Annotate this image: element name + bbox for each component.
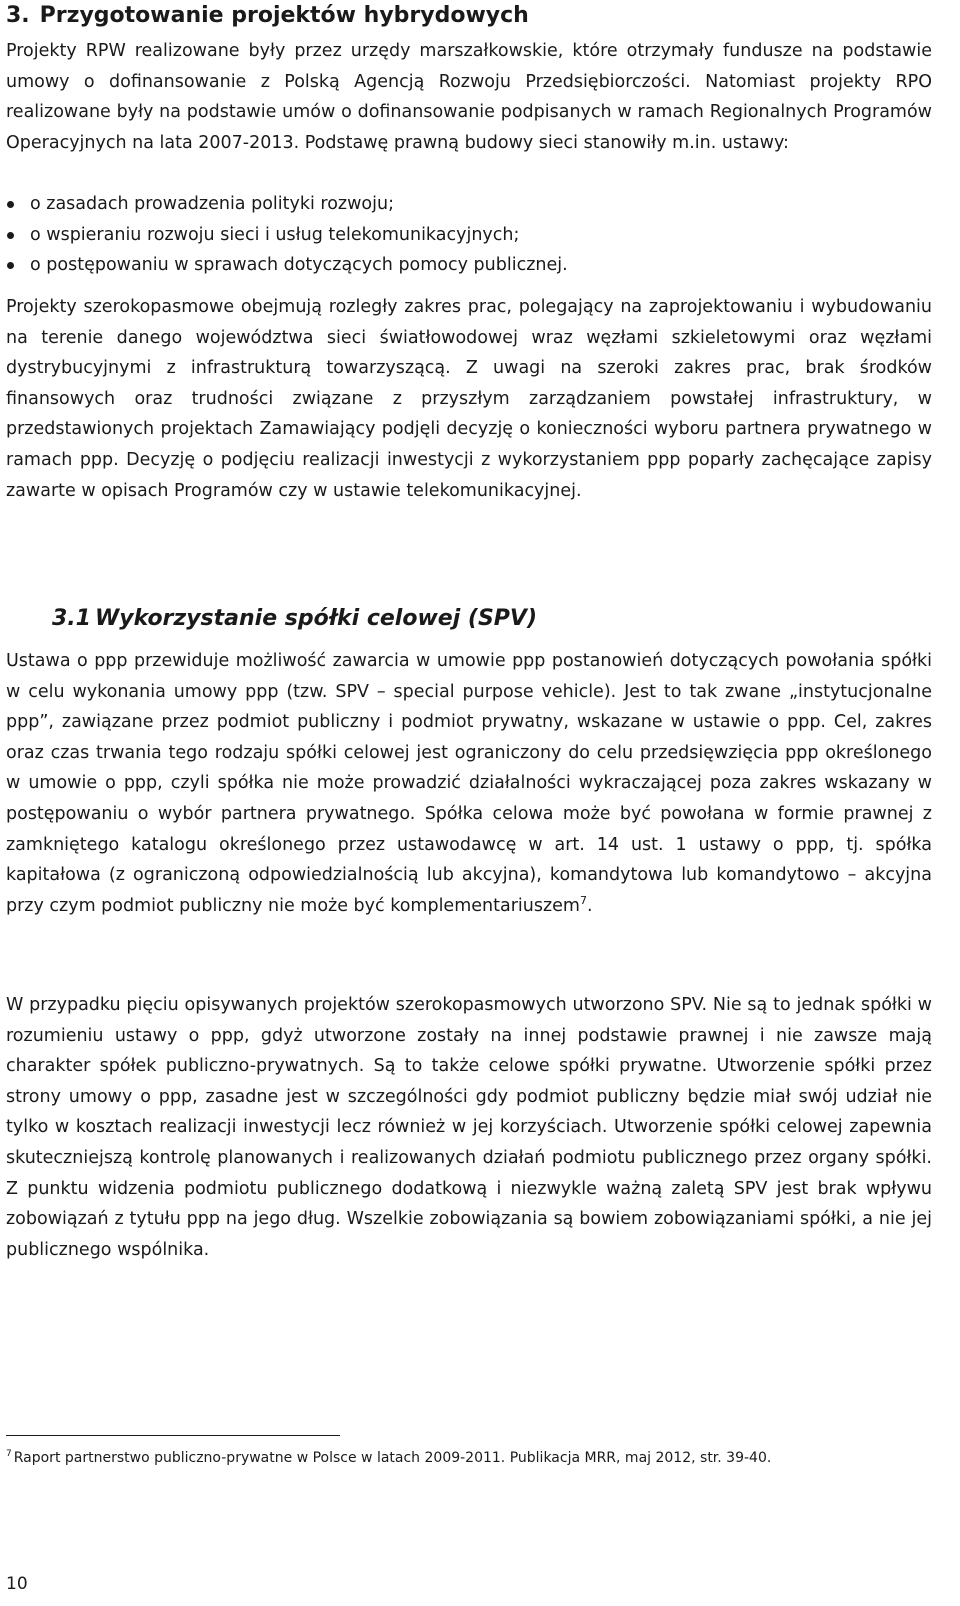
spv-law-text: Ustawa o ppp przewiduje możliwość zawarcia w umowie ppp postanowień dotyczących powołania spółki w celu wykonania umowy ppp (tzw. SPV – special purpose vehicle). Jest to tak zwane „instytucjonalne ppp”, zawiązane przez podmiot publiczny i podmiot prywatny, wskazane w ustawie o ppp. Cel, zakres oraz czas trwania tego rodzaju spółki celowej jest ograniczony do celu przedsięwzięcia ppp określonego w umowie o ppp, czyli spółka nie może prowadzić działalności wykraczającej poza zakres wskazany w postępowaniu o wybór partnera prywatnego. Spółka celowa może być powołana w formie prawnej z zamkniętego katalogu określonego przez ustawodawcę w art. 14 ust. 1 ustawy o ppp, tj. spółka kapitałowa (z ograniczoną odpowiedzialnością lub akcyjna), komandytowa lub komandytowo – akcyjna przy czym podmiot publiczny nie może być komplementariuszem <box>6 651 932 916</box>
section-number: 3. <box>6 3 30 28</box>
intro-paragraph: Projekty RPW realizowane były przez urzędy marszałkowskie, które otrzymały fundusze na podstawie umowy o dofinansowanie z Polską Agencją Rozwoju Przedsiębiorczości. Natomiast projekty RPO realizowane były na podstawie umów o dofinansowanie podpisanych w ramach Regionalnych Programów Operacyjnych na lata 2007-2013. Podstawę prawną budowy sieci stanowiły m.in. ustawy: <box>6 41 932 153</box>
broadband-paragraph: Projekty szerokopasmowe obejmują rozległy zakres prac, polegający na zaprojektowaniu i wybudowaniu na terenie danego województwa sieci światłowodowej wraz węzłami szkieletowymi oraz węzłami dystrybucyjnymi z infrastrukturą towarzyszącą. Z uwagi na szeroki zakres prac, brak środków finansowych oraz trudności związane z przyszłym zarządzaniem powstałej infrastruktury, w przedstawionych projektach Zamawiający podjęli decyzję o konieczności wyboru partnera prywatnego w ramach ppp. Decyzję o podjęciu realizacji inwestycji z wykorzystaniem ppp poparły zachęcające zapisy zawarte w opisach Programów czy w ustawie telekomunikacyjnej. <box>6 297 932 501</box>
page-number: 10 <box>6 1574 28 1594</box>
subsection-heading <box>52 604 537 634</box>
subsection-number: 3.1 <box>52 606 91 631</box>
list-item-text: o postępowaniu w sprawach dotyczących pomocy publicznej. <box>30 255 568 276</box>
list-item-text: o zasadach prowadzenia polityki rozwoju; <box>30 194 394 214</box>
footnote-reference[interactable]: 7 <box>579 893 587 907</box>
bullet-icon <box>7 201 14 208</box>
subsection-title: Wykorzystanie spółki celowej (SPV) <box>94 606 537 631</box>
footnote-mark: 7 <box>6 1449 12 1460</box>
spv-law-end: . <box>586 895 593 916</box>
footnote-text: Raport partnerstwo publiczno-prywatne w Polsce w latach 2009-2011. Publikacja MRR, maj 2012, str. 39-40. <box>13 1450 772 1466</box>
bullet-icon <box>7 232 14 239</box>
list-item <box>6 250 932 281</box>
footnote-divider <box>6 1435 340 1436</box>
section-title: Przygotowanie projektów hybrydowych <box>39 3 529 28</box>
bullet-icon <box>7 262 14 269</box>
laws-list <box>6 189 932 281</box>
list-item <box>6 189 932 220</box>
list-item-text: o wspieraniu rozwoju sieci i usług telekomunikacyjnych; <box>30 224 520 245</box>
spv-cases-paragraph: W przypadku pięciu opisywanych projektów szerokopasmowych utworzono SPV. Nie są to jednak spółki w rozumieniu ustawy o ppp, gdyż utworzone zostały na innej podstawie prawnej i nie zawsze mają charakter spółek publiczno-prywatnych. Są to także celowe spółki prywatne. Utworzenie spółki przez strony umowy o ppp, zasadne jest w szczególności gdy podmiot publiczny będzie miał swój udział nie tylko w kosztach realizacji inwestycji lecz również w jej korzyściach. Utworzenie spółki celowej zapewnia skuteczniejszą kontrolę planowanych i realizowanych działań podmiotu publicznego przez organy spółki. Z punktu widzenia podmiotu publicznego dodatkową i niezwykle ważną zaletą SPV jest brak wpływu zobowiązań z tytułu ppp na jego dług. Wszelkie zobowiązania są bowiem zobowiązaniami spółki, a nie jej publicznego wspólnika. <box>6 995 932 1260</box>
list-item <box>6 220 932 251</box>
section-heading <box>6 2 529 30</box>
spv-law-paragraph <box>6 646 932 921</box>
footnote <box>6 1448 932 1468</box>
